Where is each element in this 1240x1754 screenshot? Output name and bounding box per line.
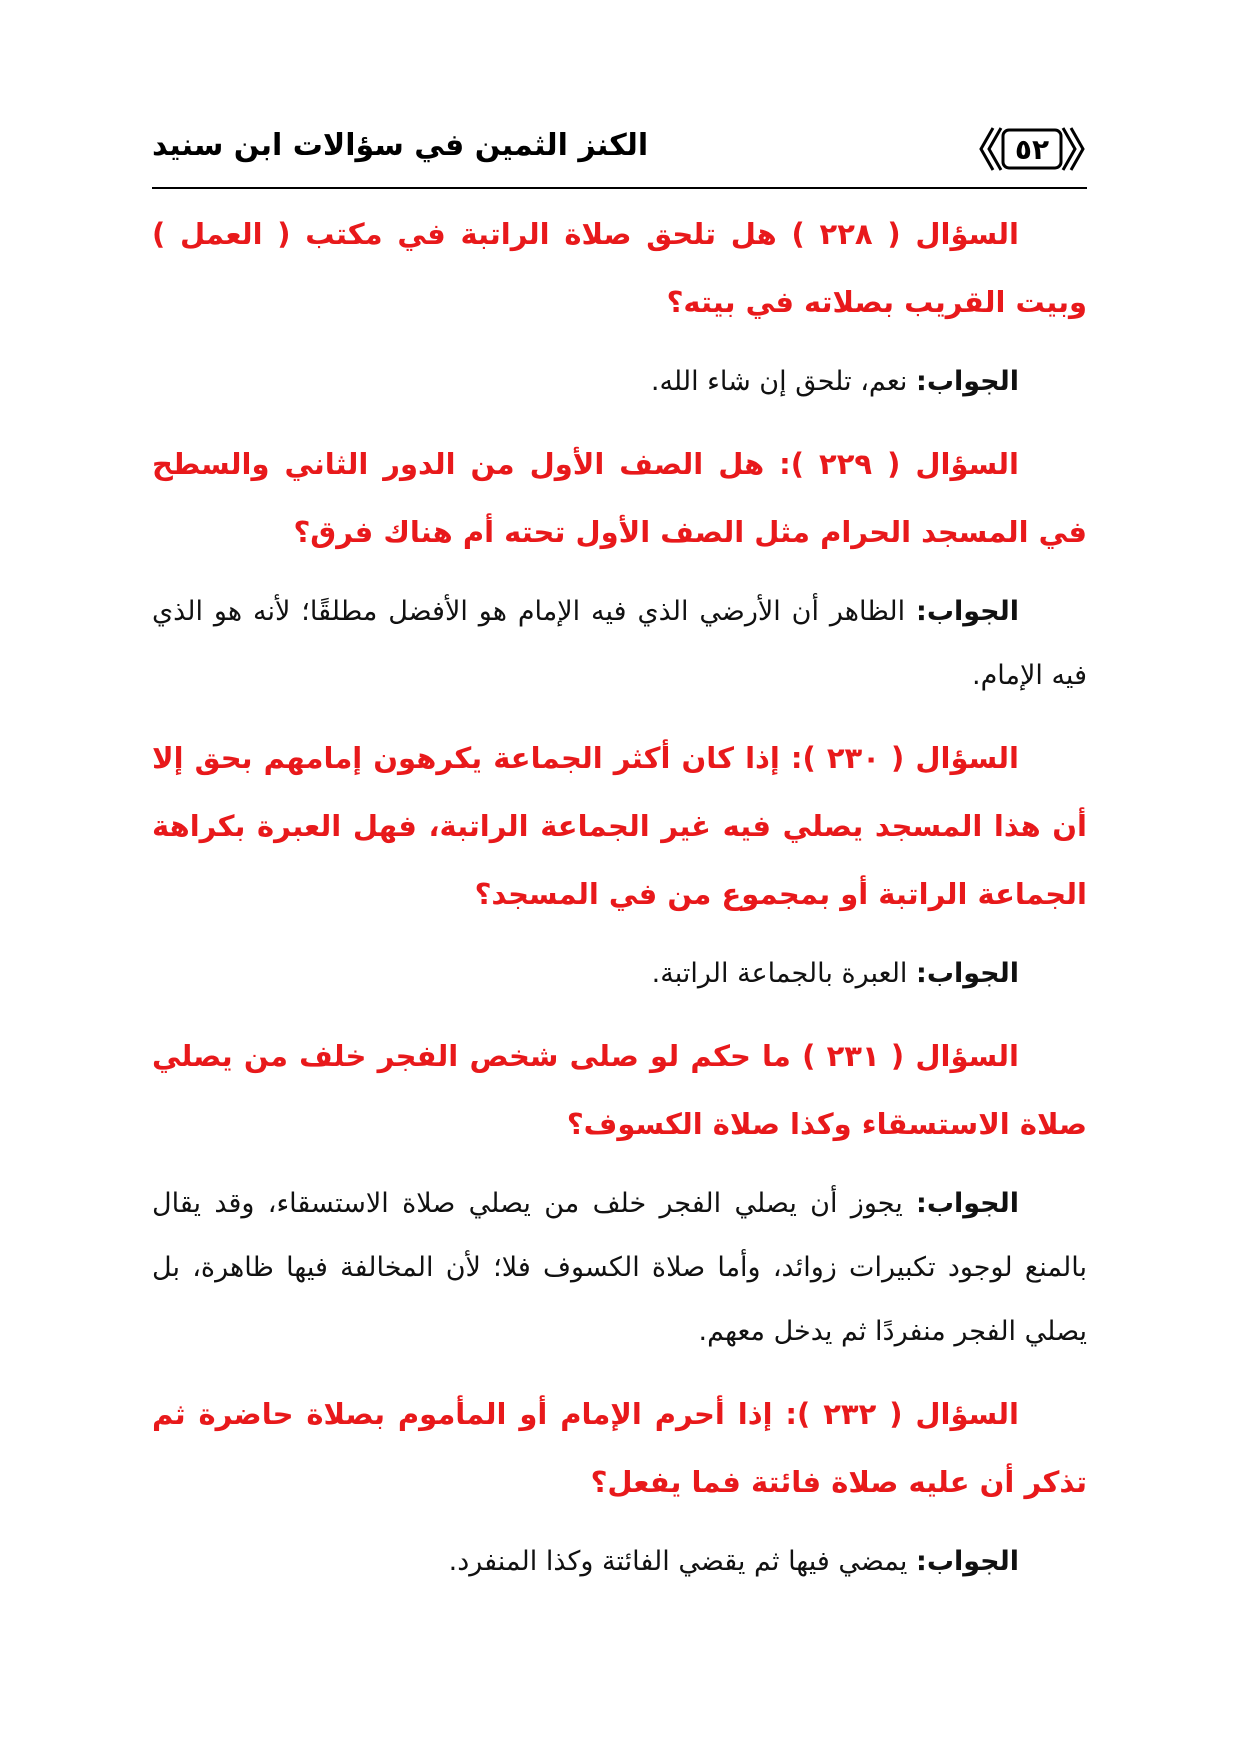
- question-text: [152, 1380, 1087, 1516]
- answer-body: يجوز أن يصلي الفجر خلف من يصلي صلاة الاستسقاء، وقد يقال بالمنع لوجود تكبيرات زوائد، وأما صلاة الكسوف فلا؛ لأن المخالفة فيها ظاهرة، بل يصلي الفجر منفردًا ثم يدخل معهم.: [152, 1188, 1087, 1347]
- answer-text: [152, 1172, 1087, 1364]
- answer-label: الجواب:: [916, 958, 1019, 989]
- question-body: ( ٢٢٩ ): هل الصف الأول من الدور الثاني والسطح في المسجد الحرام مثل الصف الأول تحته أم هناك فرق؟: [152, 447, 1087, 549]
- answer-label: الجواب:: [916, 596, 1019, 627]
- qa-list: [152, 200, 1087, 1610]
- answer-text: [152, 1530, 1087, 1594]
- qa-item: [152, 200, 1087, 414]
- answer-body: يمضي فيها ثم يقضي الفائتة وكذا المنفرد.: [448, 1546, 908, 1577]
- question-body: ( ٢٢٨ ) هل تلحق صلاة الراتبة في مكتب ( العمل ) وبيت القريب بصلاته في بيته؟: [152, 217, 1087, 319]
- page-header: [152, 102, 1087, 202]
- header-divider: [152, 187, 1087, 189]
- answer-text: [152, 580, 1087, 708]
- answer-label: الجواب:: [916, 366, 1019, 397]
- question-label: السؤال: [915, 741, 1019, 775]
- book-title: الكنز الثمين في سؤالات ابن سنيد: [152, 128, 649, 163]
- page-number-frame: [977, 124, 1087, 174]
- question-text: [152, 200, 1087, 336]
- answer-body: العبرة بالجماعة الراتبة.: [651, 958, 908, 989]
- question-label: السؤال: [915, 447, 1019, 481]
- answer-text: [152, 942, 1087, 1006]
- question-body: ( ٢٣٠ ): إذا كان أكثر الجماعة يكرهون إمامهم بحق إلا أن هذا المسجد يصلي فيه غير الجماعة الراتبة، فهل العبرة بكراهة الجماعة الراتبة أو بمجموع من في المسجد؟: [152, 741, 1087, 911]
- qa-item: [152, 1022, 1087, 1364]
- question-body: ( ٢٣٢ ): إذا أحرم الإمام أو المأموم بصلاة حاضرة ثم تذكر أن عليه صلاة فائتة فما يفعل؟: [152, 1397, 1087, 1499]
- answer-label: الجواب:: [916, 1546, 1019, 1577]
- question-body: ( ٢٣١ ) ما حكم لو صلى شخص الفجر خلف من يصلي صلاة الاستسقاء وكذا صلاة الكسوف؟: [152, 1039, 1087, 1141]
- question-label: السؤال: [915, 217, 1019, 251]
- question-label: السؤال: [915, 1039, 1019, 1073]
- qa-item: [152, 1380, 1087, 1594]
- answer-body: الظاهر أن الأرضي الذي فيه الإمام هو الأفضل مطلقًا؛ لأنه هو الذي فيه الإمام.: [152, 596, 1087, 691]
- answer-label: الجواب:: [916, 1188, 1019, 1219]
- answer-body: نعم، تلحق إن شاء الله.: [650, 366, 908, 397]
- qa-item: [152, 430, 1087, 708]
- answer-text: [152, 350, 1087, 414]
- question-text: [152, 1022, 1087, 1158]
- question-text: [152, 724, 1087, 928]
- page-number: ٥٢: [1014, 132, 1050, 166]
- question-text: [152, 430, 1087, 566]
- qa-item: [152, 724, 1087, 1006]
- question-label: السؤال: [915, 1397, 1019, 1431]
